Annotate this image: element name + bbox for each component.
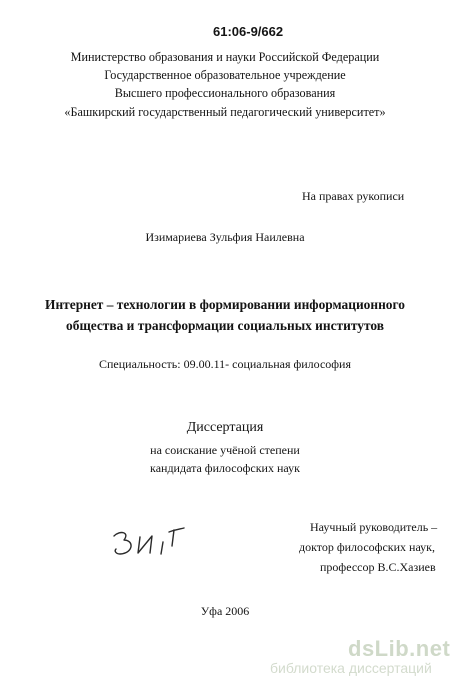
dissertation-heading: Диссертация — [186, 420, 264, 435]
supervisor-line-1: Научный руководитель – — [310, 520, 438, 534]
dslib-watermark — [268, 636, 450, 678]
ministry-line: Министерство образования и науки Российской Федерации — [70, 50, 380, 64]
supervisor-line-3: профессор В.С.Хазиев — [320, 560, 436, 574]
manuscript-rights: На правах рукописи — [302, 189, 405, 203]
handwritten-annotation — [108, 520, 188, 560]
university-line: «Башкирский государственный педагогический университет» — [64, 105, 386, 119]
specialty: Специальность: 09.00.11- социальная философия — [99, 357, 351, 371]
degree-line-1: на соискание учёной степени — [150, 443, 300, 457]
supervisor-line-2: доктор философских наук, — [299, 540, 435, 554]
watermark-subtitle: библиотека диссертаций — [270, 660, 432, 676]
watermark-logo: dsLib.net — [348, 636, 450, 661]
document-code: 61:06-9/662 — [213, 24, 284, 39]
degree-line-2: кандидата философских наук — [150, 461, 300, 475]
place-and-year: Уфа 2006 — [200, 604, 250, 618]
thesis-title-line-2: общества и трансформации социальных институтов — [66, 318, 384, 333]
education-line: Высшего профессионального образования — [114, 86, 336, 100]
author-name: Изимариева Зульфия Наилевна — [145, 230, 305, 244]
thesis-title-line-1: Интернет – технологии в формировании информационного — [45, 297, 405, 312]
institution-line: Государственное образовательное учреждение — [104, 68, 346, 82]
